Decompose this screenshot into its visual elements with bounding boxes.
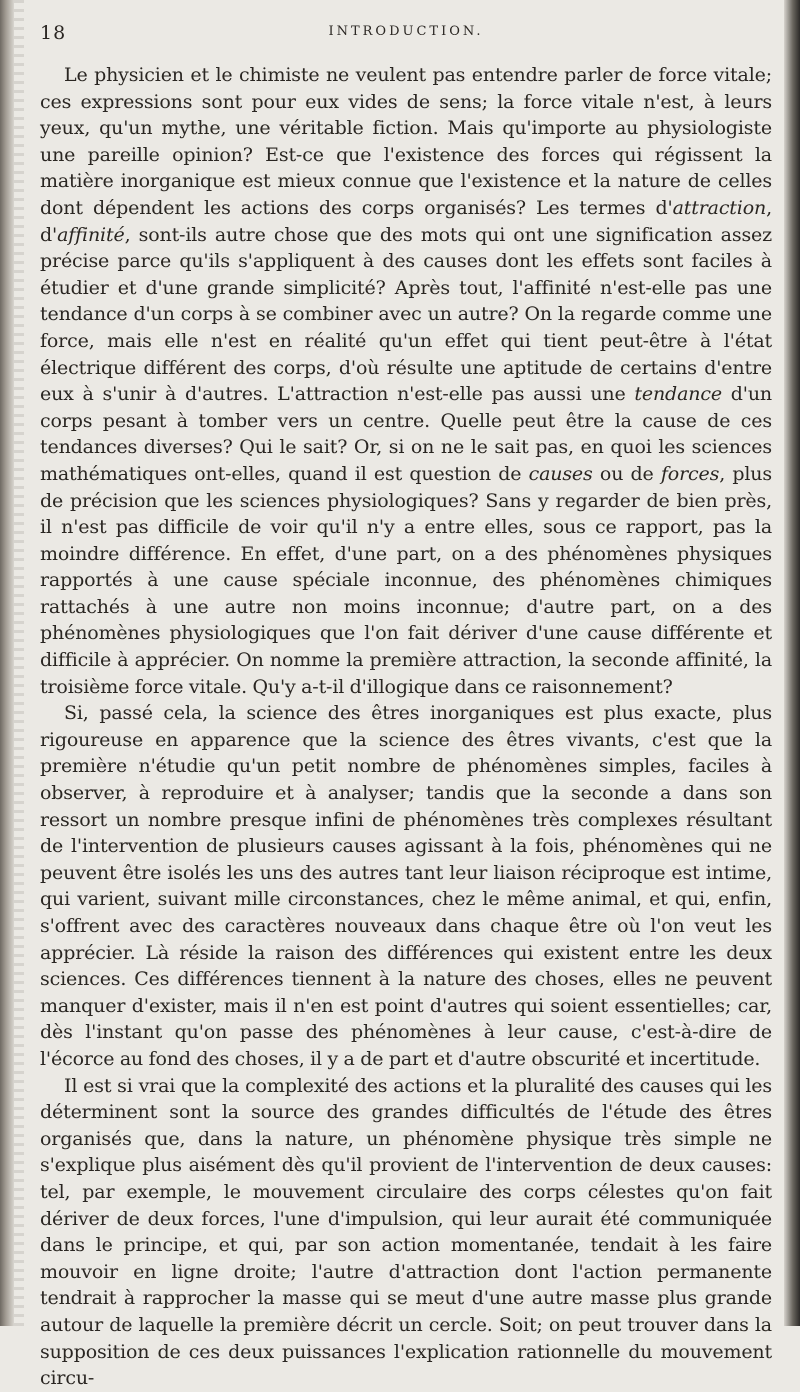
body-text: [40, 62, 772, 1392]
book-gutter-left: [0, 0, 14, 1326]
paragraph-1: [40, 62, 772, 700]
running-title: INTRODUCTION.: [328, 24, 484, 39]
text-run: , sont-ils autre chose que des mots qui ont une signification assez précise parce qu'ils s'appliquent à des causes dont les effets sont faciles à étudier et d'une grande simplicité? Après tout, l'affinité n'est-elle pas une tendance d'un corps à se combiner avec un autre? On la regarde comme une force, mais elle n'est en réalité qu'un effet qui tient peut-être à l'état électrique différent des corps, d'où résulte une aptitude de certains d'entre eux à s'unir à d'autres. L'attraction n'est-elle pas aussi une: [40, 223, 772, 406]
italic-term: affinité: [57, 223, 125, 246]
text-run: Si, passé cela, la science des êtres inorganiques est plus exacte, plus rigoureuse en apparence que la science des êtres vivants, c'est que la première n'étudie qu'un petit nombre de phénomènes simples, faciles à observer, à reproduire et à analyser; tandis que la seconde a dans son ressort un nombre presque infini de phénomènes très complexes résultant de l'intervention de plusieurs causes agissant à la fois, phénomènes qui ne peuvent être isolés les uns des autres tant leur liaison réciproque est intime, qui varient, suivant mille circonstances, chez le même animal, et qui, enfin, s'offrent avec des caractères nouveaux dans chaque être où l'on veut les apprécier. Là réside la raison des différences qui existent entre les deux sciences. Ces différences tiennent à la nature des choses, elles ne peuvent manquer d'exister, mais il n'en est point d'autres qui soient essentielles; car, dès l'instant qu'on passe des phénomènes à leur cause, c'est-à-dire de l'écorce au fond des choses, il y a de part et d'autre obscurité et incertitude.: [40, 702, 772, 1070]
paragraph-2: [40, 700, 772, 1072]
text-run: ou de: [592, 462, 661, 485]
text-run: , d': [40, 196, 772, 246]
italic-term: causes: [528, 462, 593, 485]
italic-term: forces: [660, 462, 720, 485]
page-edge-right: [784, 0, 800, 1326]
italic-term: attraction: [672, 196, 767, 219]
book-page: [40, 22, 772, 1390]
running-head: [40, 22, 772, 50]
text-run: , plus de précision que les sciences physiologiques? Sans y regarder de bien près, il n'est pas difficile de voir qu'il n'y a entre elles, sous ce rapport, pas la moindre différence. En effet, d'une part, on a des phénomènes physiques rapportés à une cause spéciale inconnue, des phénomènes chimiques rattachés à une autre non moins inconnue; d'autre part, on a des phénomènes physiologiques que l'on fait dériver d'une cause différente et difficile à apprécier. On nomme la première attraction, la seconde affinité, la troisième force vitale. Qu'y a-t-il d'illogique dans ce raisonnement?: [40, 462, 772, 698]
paragraph-3: [40, 1073, 772, 1392]
page-number: 18: [40, 22, 67, 44]
text-run: Le physicien et le chimiste ne veulent pas entendre parler de force vitale; ces expressions sont pour eux vides de sens; la force vitale n'est, à leurs yeux, qu'un mythe, une véritable fiction. Mais qu'importe au physiologiste une pareille opinion? Est-ce que l'existence des forces qui régissent la matière inorganique est mieux connue que l'existence et la nature de celles dont dépendent les actions des corps organisés? Les termes d': [40, 64, 772, 219]
italic-term: tendance: [634, 383, 722, 406]
text-run: d'un corps pesant à tomber vers un centre. Quelle peut être la cause de ces tendances diverses? Qui le sait? Or, si on ne le sait pas, en quoi les sciences mathématiques ont-elles, quand il est question de: [40, 383, 772, 485]
text-run: Il est si vrai que la complexité des actions et la pluralité des causes qui les déterminent sont la source des grandes difficultés de l'étude des êtres organisés que, dans la nature, un phénomène physique très simple ne s'explique plus aisément dès qu'il provient de l'intervention de deux causes: tel, par exemple, le mouvement circulaire des corps célestes qu'on fait dériver de deux forces, l'une d'impulsion, qui leur aurait été communiquée dans le principe, et qui, par son action momentanée, tendait à les faire mouvoir en ligne droite; l'autre d'attraction dont l'action permanente tendrait à rapprocher la masse qui se meut d'une autre masse plus grande autour de laquelle la première décrit un cercle. Soit; on peut trouver dans la supposition de ces deux puissances l'explication rationnelle du mouvement circu-: [40, 1074, 772, 1390]
